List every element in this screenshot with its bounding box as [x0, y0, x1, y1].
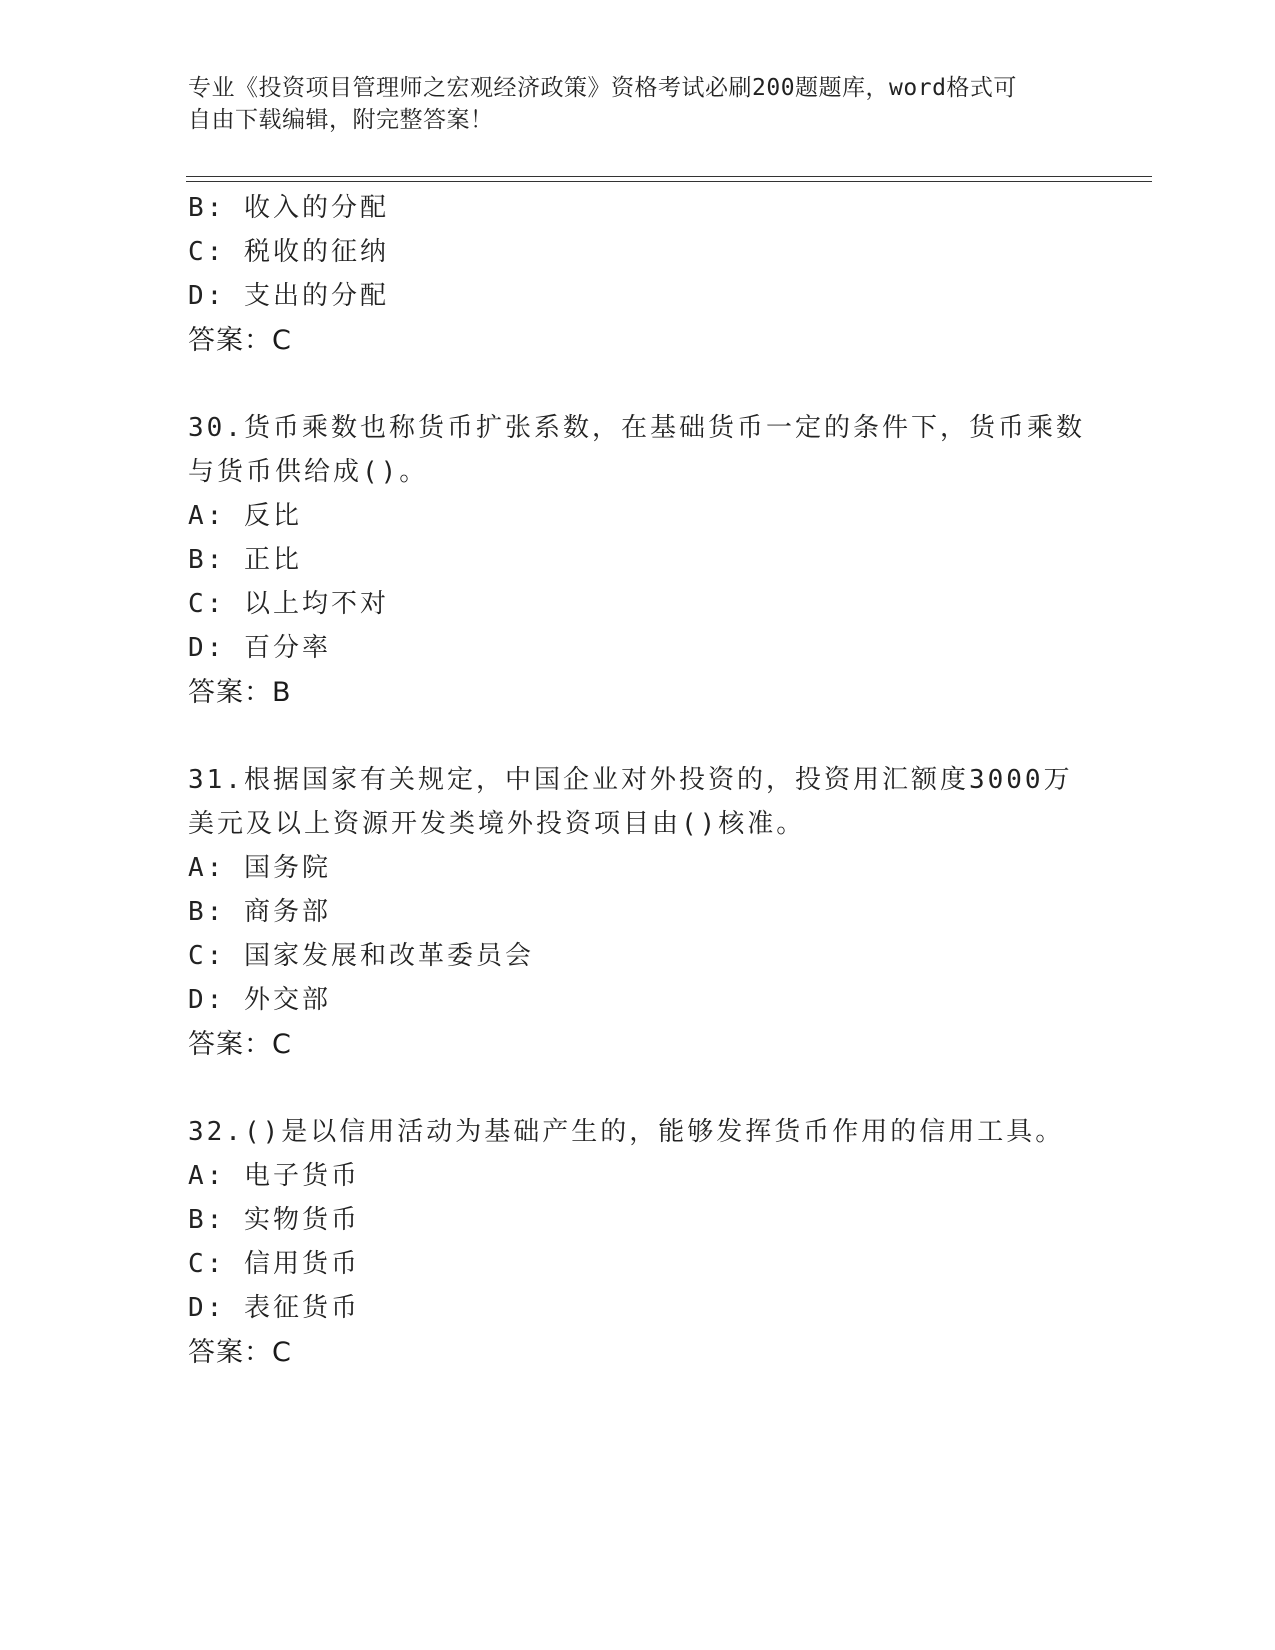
option-a: A: 反比 [188, 501, 302, 531]
option-c: C: 以上均不对 [188, 589, 389, 619]
option-a: A: 国务院 [188, 853, 331, 883]
question-stem-line-2: 与货币供给成()。 [188, 457, 429, 487]
answer-label: 答案：C [188, 1029, 292, 1060]
option-a: A: 电子货币 [188, 1161, 360, 1191]
header-divider-bottom [186, 181, 1152, 182]
answer-label: 答案：C [188, 325, 292, 356]
header-title-line-1: 专业《投资项目管理师之宏观经济政策》资格考试必刷200题题库，word格式可 [188, 75, 1017, 101]
answer-label: 答案：B [188, 677, 292, 708]
question-stem-line-1: 32.()是以信用活动为基础产生的，能够发挥货币作用的信用工具。 [188, 1117, 1065, 1147]
option-b: B: 正比 [188, 545, 302, 575]
answer-label: 答案：C [188, 1337, 292, 1368]
option-c: C: 国家发展和改革委员会 [188, 941, 534, 971]
option-d: D: 表征货币 [188, 1293, 360, 1323]
option-d: D: 百分率 [188, 633, 331, 663]
question-stem-line-1: 30.货币乘数也称货币扩张系数，在基础货币一定的条件下，货币乘数 [188, 413, 1085, 443]
header-divider-top [186, 176, 1152, 177]
header-title-line-2: 自由下载编辑，附完整答案！ [188, 107, 494, 133]
question-stem-line-1: 31.根据国家有关规定，中国企业对外投资的，投资用汇额度3000万 [188, 765, 1073, 795]
option-d: D: 外交部 [188, 985, 331, 1015]
option-d: D: 支出的分配 [188, 281, 389, 311]
option-b: B: 实物货币 [188, 1205, 360, 1235]
document-header [188, 72, 1068, 136]
option-c: C: 信用货币 [188, 1249, 360, 1279]
option-b: B: 收入的分配 [188, 193, 389, 223]
option-b: B: 商务部 [188, 897, 331, 927]
question-stem-line-2: 美元及以上资源开发类境外投资项目由()核准。 [188, 809, 806, 839]
option-c: C: 税收的征纳 [188, 237, 389, 267]
